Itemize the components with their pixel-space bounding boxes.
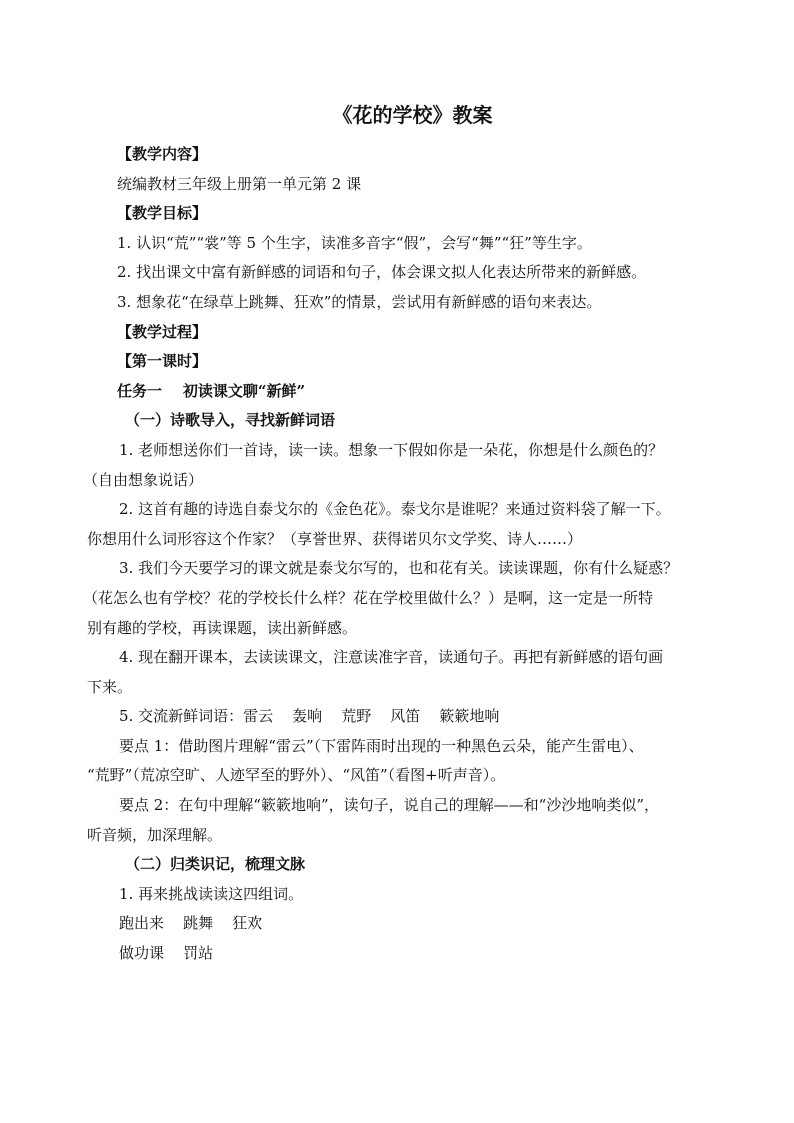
paragraph-line: （自由想象说话）	[83, 470, 204, 489]
part-heading: （一）诗歌导入，寻找新鲜词语	[125, 411, 336, 430]
key-point-line: 要点 1：借助图片理解“雷云”（下雷阵雨时出现的一种黑色云朵，能产生雷电）、	[119, 736, 644, 755]
paragraph-line: 5. 交流新鲜词语：雷云 轰响 荒野 风笛 簌簌地响	[119, 707, 500, 726]
paragraph-line: 3. 我们今天要学习的课文就是泰戈尔写的，也和花有关。读读课题，你有什么疑惑？	[119, 559, 679, 578]
paragraph-line: 别有趣的学校，再读课题，读出新鲜感。	[87, 618, 358, 637]
paragraph-line: 2. 这首有趣的诗选自泰戈尔的《金色花》。泰戈尔是谁呢？来通过资料袋了解一下。	[119, 500, 671, 519]
paragraph-line: 1. 再来挑战读读这四组词。	[119, 884, 304, 903]
key-point-line: “荒野”（荒凉空旷、人迹罕至的野外）、“风笛”（看图+听声音）。	[87, 766, 506, 785]
section-heading-lesson1: 【第一课时】	[117, 352, 208, 371]
part-heading: （二）归类识记，梳理文脉	[125, 855, 306, 874]
paragraph-line: 你想用什么词形容这个作家？（享誉世界、获得诺贝尔文学奖、诗人……）	[87, 529, 583, 548]
goal-item: 1. 认识“荒”“裳”等 5 个生字，读准多音字“假”，会写“舞”“狂”等生字。	[117, 233, 592, 252]
paragraph-line: （花怎么也有学校？花的学校长什么样？花在学校里做什么？）是啊，这一定是一所特	[83, 588, 654, 607]
paragraph-line: 1. 老师想送你们一首诗，读一读。想象一下假如你是一朵花，你想是什么颜色的？	[119, 440, 664, 459]
key-point-line: 听音频，加深理解。	[87, 825, 223, 844]
task-heading: 任务一 初读课文聊“新鲜”	[117, 381, 306, 400]
key-point-line: 要点 2：在句中理解“簌簌地响”，读句子，说自己的理解——和“沙沙地响类似”，	[119, 796, 659, 815]
goal-item: 2. 找出课文中富有新鲜感的词语和句子，体会课文拟人化表达所带来的新鲜感。	[117, 263, 647, 282]
word-group: 做功课 罚站	[119, 944, 214, 963]
word-group: 跑出来 跳舞 狂欢	[119, 914, 263, 933]
section-heading-goals: 【教学目标】	[117, 204, 208, 223]
section-heading-process: 【教学过程】	[117, 322, 208, 341]
paragraph-line: 4. 现在翻开课本，去读读课文，注意读准字音，读通句子。再把有新鲜感的语句画	[119, 648, 664, 667]
section-heading-content: 【教学内容】	[117, 145, 208, 163]
paragraph-line: 下来。	[87, 677, 133, 696]
content-text: 统编教材三年级上册第一单元第 2 课	[117, 174, 362, 193]
goal-item: 3. 想象花“在绿草上跳舞、狂欢”的情景，尝试用有新鲜感的语句来表达。	[117, 292, 602, 311]
document-title: 《花的学校》教案	[332, 103, 493, 127]
